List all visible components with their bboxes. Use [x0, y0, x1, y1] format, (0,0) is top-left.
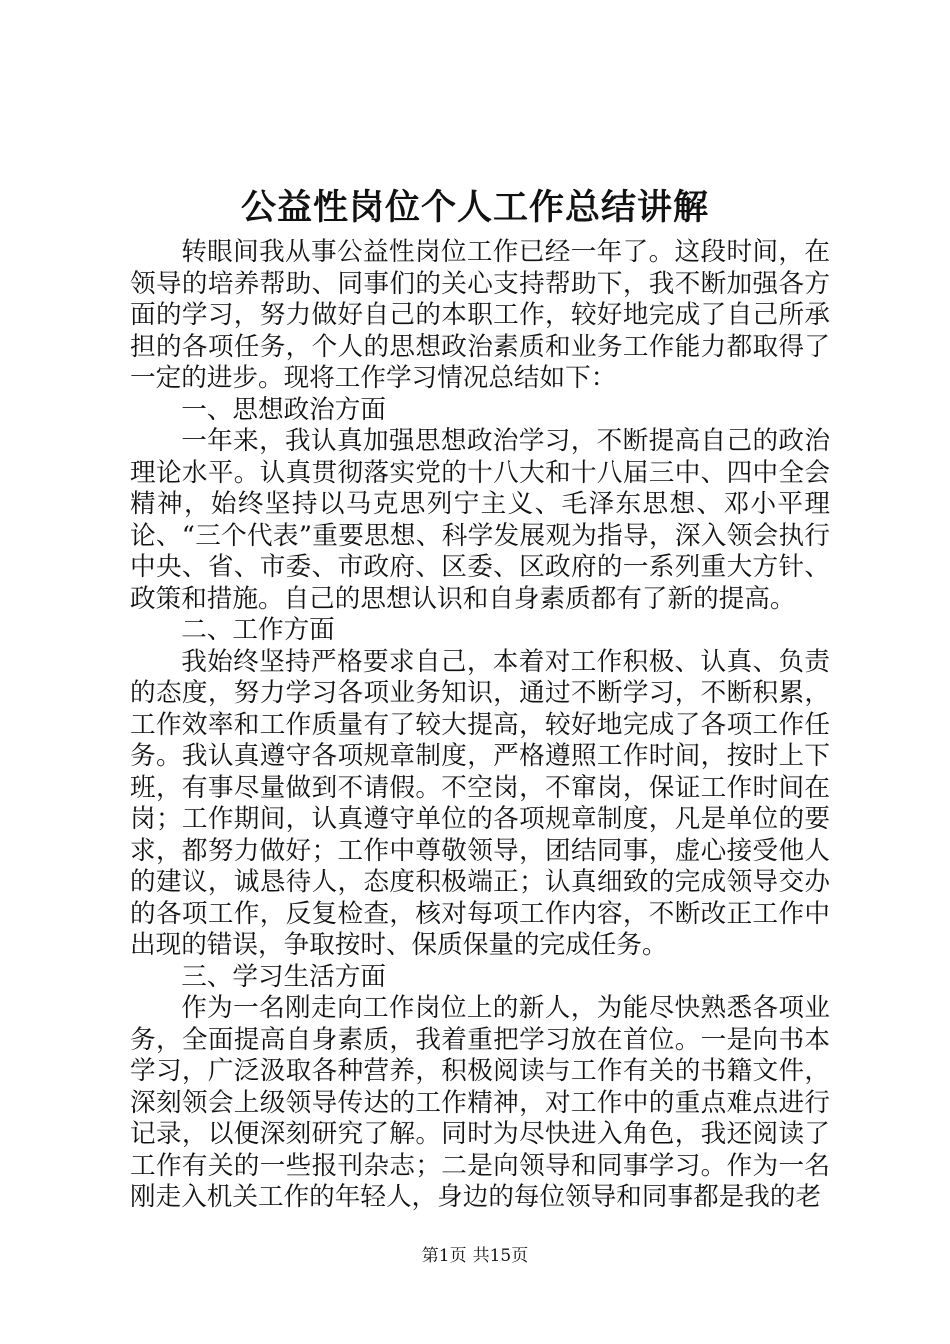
paragraph-politics: 一年来，我认真加强思想政治学习，不断提高自己的政治理论水平。认真贯彻落实党的十八大和十八届三中、四中全会精神，始终坚持以马克思列宁主义、毛泽东思想、邓小平理论、“三个代表”重要思想、科学发展观为指导，深入领会执行中央、省、市委、市政府、区委、区政府的一系列重大方针、政策和措施。自己的思想认识和自身素质都有了新的提高。: [130, 426, 830, 614]
section-heading-work: 二、工作方面: [181, 615, 335, 645]
section-heading-politics: 一、思想政治方面: [181, 394, 386, 425]
page-footer: [0, 1244, 950, 1268]
paragraph-work: 我始终坚持严格要求自己，本着对工作积极、认真、负责的态度，努力学习各项业务知识，通过不断学习，不断积累，工作效率和工作质量有了较大提高，较好地完成了各项工作任务。我认真遵守各项规章制度，严格遵照工作时间，按时上下班，有事尽量做到不请假。不空岗，不窜岗，保证工作时间在岗；工作期间，认真遵守单位的各项规章制度，凡是单位的要求，都努力做好；工作中尊敬领导，团结同事，虚心接受他人的建议，诚恳待人，态度积极端正；认真细致的完成领导交办的各项工作，反复检查，核对每项工作内容，不断改正工作中出现的错误，争取按时、保质保量的完成任务。: [130, 646, 830, 960]
page-number: 第1页: [421, 1246, 467, 1266]
paragraph-intro: 转眼间我从事公益性岗位工作已经一年了。这段时间，在领导的培养帮助、同事们的关心支持帮助下，我不断加强各方面的学习，努力做好自己的本职工作，较好地完成了自己所承担的各项任务，个人的思想政治素质和业务工作能力都取得了一定的进步。现将工作学习情况总结如下：: [130, 237, 830, 393]
document-title: 公益性岗位个人工作总结讲解: [240, 187, 709, 228]
section-heading-study: 三、学习生活方面: [181, 961, 386, 992]
document-body: [130, 237, 830, 1214]
paragraph-study: 作为一名刚走向工作岗位上的新人，为能尽快熟悉各项业务，全面提高自身素质，我着重把学习放在首位。一是向书本学习，广泛汲取各种营养，积极阅读与工作有关的书籍文件，深刻领会上级领导传达的工作精神，对工作中的重点难点进行记录，以便深刻研究了解。同时为尽快进入角色，我还阅读了工作有关的一些报刊杂志；二是向领导和同事学习。作为一名刚走入机关工作的年轻人，身边的每位领导和同事都是我的老: [130, 993, 830, 1212]
page-total: 共15页: [472, 1246, 529, 1266]
